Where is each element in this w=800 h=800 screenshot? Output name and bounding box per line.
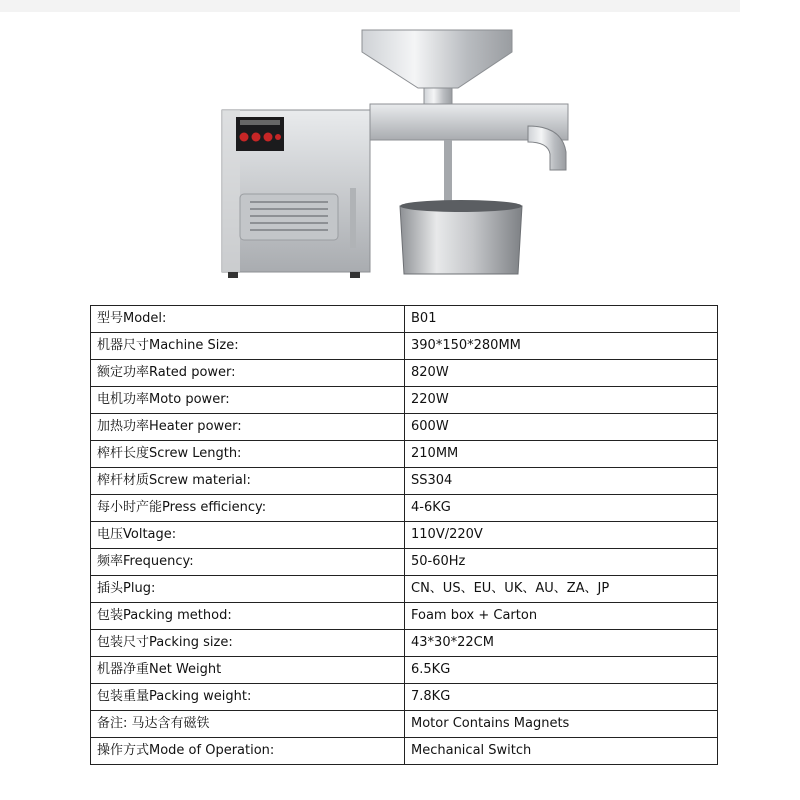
spec-label: 操作方式Mode of Operation: — [91, 738, 405, 765]
spec-label: 额定功率Rated power: — [91, 360, 405, 387]
spec-row — [91, 387, 718, 414]
oil-press-machine-image — [210, 22, 590, 280]
spec-value: 43*30*22CM — [405, 630, 718, 657]
spec-row — [91, 630, 718, 657]
spec-label: 型号Model: — [91, 306, 405, 333]
spec-label: 频率Frequency: — [91, 549, 405, 576]
spec-table — [90, 305, 718, 765]
spec-label: 机器净重Net Weight — [91, 657, 405, 684]
spec-value: 390*150*280MM — [405, 333, 718, 360]
spec-value: 600W — [405, 414, 718, 441]
spec-label: 榨杆材质Screw material: — [91, 468, 405, 495]
spec-label: 每小时产能Press efficiency: — [91, 495, 405, 522]
spec-label: 加热功率Heater power: — [91, 414, 405, 441]
spec-value: B01 — [405, 306, 718, 333]
spec-value: 210MM — [405, 441, 718, 468]
spec-value: SS304 — [405, 468, 718, 495]
spec-value: 7.8KG — [405, 684, 718, 711]
spec-row — [91, 441, 718, 468]
spec-row — [91, 495, 718, 522]
spec-label: 包装Packing method: — [91, 603, 405, 630]
spec-value: 220W — [405, 387, 718, 414]
spec-label: 备注: 马达含有磁铁 — [91, 711, 405, 738]
spec-row — [91, 522, 718, 549]
spec-label: 机器尺寸Machine Size: — [91, 333, 405, 360]
spec-value: 820W — [405, 360, 718, 387]
spec-label: 电机功率Moto power: — [91, 387, 405, 414]
spec-label: 插头Plug: — [91, 576, 405, 603]
spec-value: Motor Contains Magnets — [405, 711, 718, 738]
spec-row — [91, 333, 718, 360]
spec-value: 50-60Hz — [405, 549, 718, 576]
spec-value: Mechanical Switch — [405, 738, 718, 765]
spec-row — [91, 360, 718, 387]
spec-value: 4-6KG — [405, 495, 718, 522]
spec-row — [91, 306, 718, 333]
spec-value: 110V/220V — [405, 522, 718, 549]
spec-label: 包装重量Packing weight: — [91, 684, 405, 711]
spec-row — [91, 603, 718, 630]
spec-value: 6.5KG — [405, 657, 718, 684]
spec-row — [91, 684, 718, 711]
spec-row — [91, 414, 718, 441]
spec-value: Foam box + Carton — [405, 603, 718, 630]
spec-row — [91, 738, 718, 765]
spec-row — [91, 576, 718, 603]
spec-row — [91, 711, 718, 738]
spec-label: 电压Voltage: — [91, 522, 405, 549]
spec-row — [91, 468, 718, 495]
spec-label: 包装尺寸Packing size: — [91, 630, 405, 657]
spec-value: CN、US、EU、UK、AU、ZA、JP — [405, 576, 718, 603]
spec-label: 榨杆长度Screw Length: — [91, 441, 405, 468]
spec-row — [91, 657, 718, 684]
top-strip — [0, 0, 740, 12]
spec-row — [91, 549, 718, 576]
